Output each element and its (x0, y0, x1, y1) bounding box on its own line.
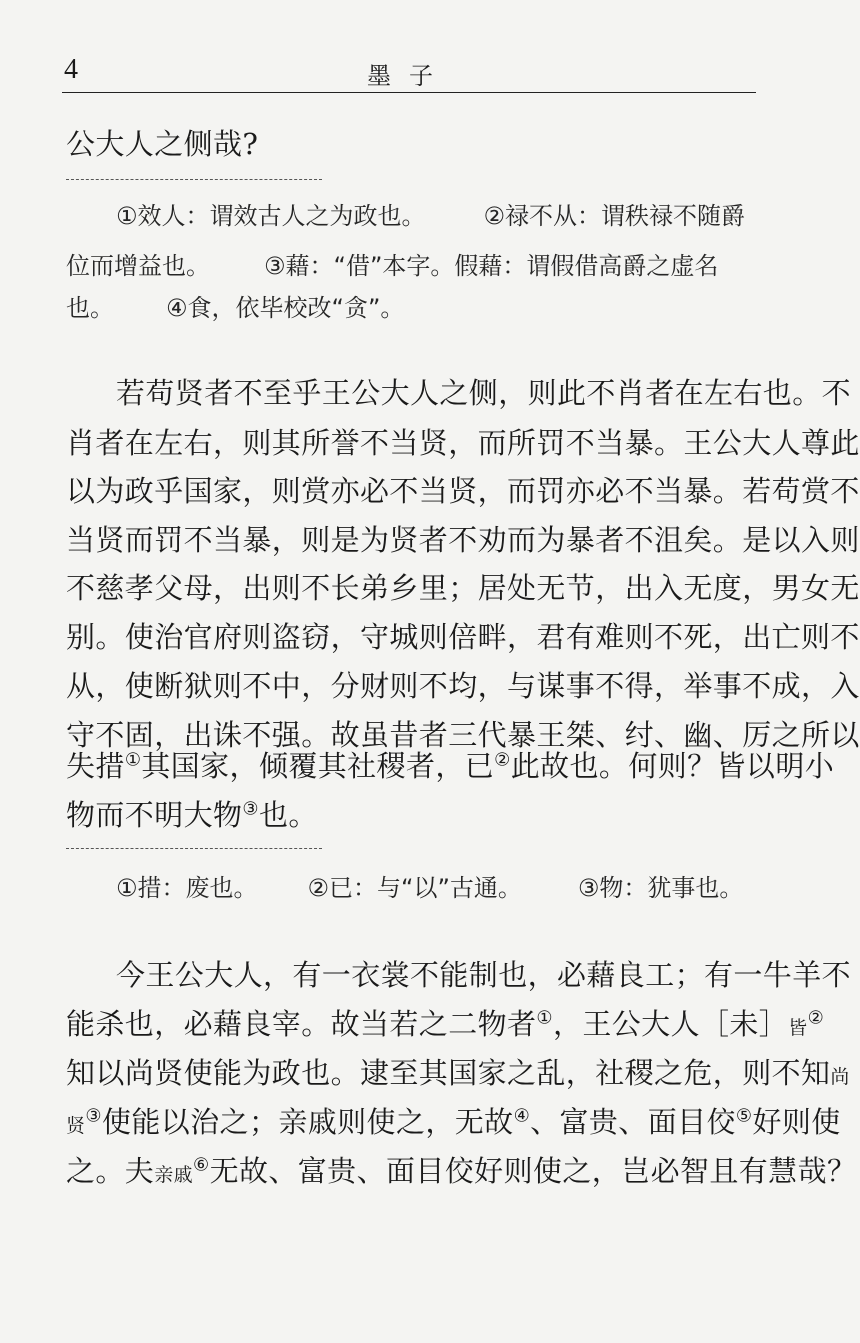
footnote-text: ①效人：谓效古人之为政也。 (116, 202, 426, 230)
footnote-text: ④食，依毕校改“贪”。 (166, 294, 405, 322)
text-line (66, 1006, 824, 1046)
text-line: 以为政乎国家，则赏亦必不当贤，而罚亦必不当暴。若苟赏不 (66, 474, 860, 508)
text-run: 、富贵、面目佼 (530, 1105, 736, 1139)
text-line (66, 1055, 850, 1095)
page-header (62, 52, 756, 93)
text-run: 物而不明大物 (66, 798, 243, 832)
footnote-separator (66, 179, 322, 180)
text-line: 守不固，出诛不强。故虽昔者三代暴王桀、纣、幽、厉之所以 (66, 718, 860, 752)
text-run: ，王公大人［未］ (552, 1007, 789, 1041)
text-run: 好则使 (752, 1105, 841, 1139)
text-line: 肖者在左右，则其所誉不当贤，而所罚不当暴。王公大人尊此 (66, 426, 860, 460)
footnote-marker: ③ (242, 798, 259, 820)
footnote-marker: ⑤ (735, 1105, 753, 1127)
text-line: 别。使治官府则盗窃，守城则倍畔，君有难则不死，出亡则不 (66, 620, 860, 654)
text-run: 其国家，倾覆其社稷者，已 (141, 749, 495, 783)
text-run: 能杀也，必藉良宰。故当若之二物者 (66, 1007, 537, 1041)
text-run: 失措 (66, 749, 125, 783)
text-run: 无故、富贵、面目佼好则使之，岂必智且有慧哉？ (209, 1154, 857, 1188)
footnote-marker: ① (124, 749, 142, 771)
footnote-marker: ③ (85, 1105, 102, 1127)
footnote-marker: ④ (513, 1105, 531, 1127)
text-line: 若苟贤者不至乎王公大人之侧，则此不肖者在左右也。不 (116, 376, 852, 410)
footnote-line (116, 872, 743, 904)
text-run: 知以尚贤使能为政也。逮至其国家之乱，社稷之危，则不知 (66, 1056, 831, 1090)
text-run: 也。 (258, 798, 318, 832)
footnote-marker: ② (807, 1007, 825, 1029)
text-run: 使能以治之；亲戚则使之，无故 (101, 1105, 514, 1139)
footnote-text: ②已：与“以”古通。 (307, 874, 522, 902)
small-text: 尚 (830, 1066, 850, 1088)
text-line (66, 797, 318, 833)
footnote-line (116, 200, 745, 232)
text-run: 此故也。何则？皆以明小 (510, 749, 835, 783)
footnote-marker: ⑥ (193, 1154, 210, 1176)
footnote-text: 位而增益也。 (66, 252, 210, 280)
text-line: 今王公大人，有一衣裳不能制也，必藉良工；有一牛羊不 (116, 958, 852, 992)
text-line (66, 1153, 856, 1193)
footnote-text: ②禄不从：谓秩禄不随爵 (483, 202, 746, 230)
small-text: 皆 (788, 1017, 808, 1039)
text-line: 当贤而罚不当暴，则是为贤者不劝而为暴者不沮矣。是以入则 (66, 523, 860, 557)
footnote-text: ③物：犹事也。 (577, 874, 744, 902)
footnote-line (66, 250, 718, 282)
small-text: 亲戚 (154, 1164, 194, 1186)
text-run: 之。夫 (66, 1154, 155, 1188)
text-line (66, 748, 834, 784)
footnote-text: ③藉：“借”本字。假藉：谓假借高爵之虚名 (264, 252, 719, 280)
footnote-separator (66, 848, 322, 849)
footnote-line (66, 292, 404, 324)
text-line: 不慈孝父母，出则不长弟乡里；居处无节，出入无度，男女无 (66, 571, 860, 605)
page-number: 4 (64, 54, 78, 85)
footnote-text: ①措：废也。 (116, 874, 258, 902)
running-title: 墨子 (367, 62, 451, 90)
text-line (66, 1104, 841, 1144)
footnote-marker: ① (536, 1007, 553, 1029)
footnote-text: 也。 (66, 294, 114, 322)
text-line: 公大人之侧哉? (66, 127, 259, 161)
small-text: 贤 (66, 1115, 86, 1137)
footnote-marker: ② (494, 749, 511, 771)
text-line: 从，使断狱则不中，分财则不均，与谋事不得，举事不成，入 (66, 669, 860, 703)
